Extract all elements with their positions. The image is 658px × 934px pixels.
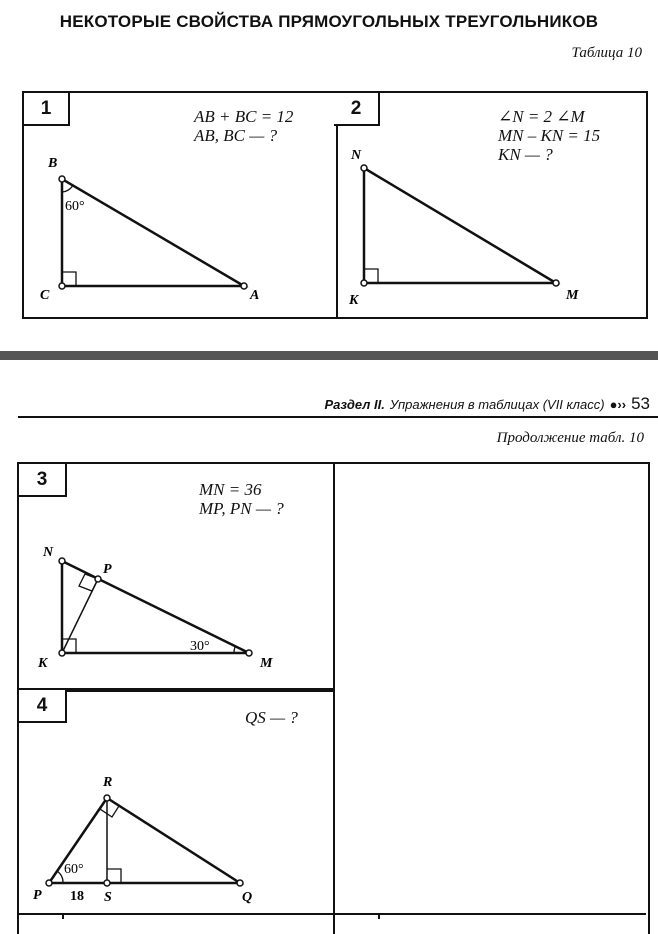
angle-arc (62, 185, 73, 192)
point-label: B (48, 156, 58, 171)
angle-arc (57, 871, 63, 883)
running-head (325, 394, 651, 414)
triangle-figure (19, 690, 335, 934)
point-label: Q (242, 890, 253, 905)
triangle-abc (62, 179, 244, 286)
point-marker (59, 176, 65, 182)
condition-line: KN — ? (498, 145, 553, 164)
table-row-fragment (62, 913, 64, 919)
point-marker (95, 576, 101, 582)
point-label: R (103, 775, 113, 790)
condition-line: AB + BC = 12 (194, 107, 294, 126)
point-label: A (250, 288, 260, 303)
triangle-nkm (62, 561, 249, 653)
condition-line: MN = 36 (199, 480, 262, 499)
point-label: N (43, 545, 54, 560)
angle-label: 60° (64, 862, 84, 877)
table-caption: Таблица 10 (571, 45, 642, 61)
segment-label: 18 (70, 889, 84, 904)
point-marker (104, 795, 110, 801)
page-title: НЕКОТОРЫЕ СВОЙСТВА ПРЯМОУГОЛЬНЫХ ТРЕУГОЛЬНИКОВ (59, 12, 599, 31)
point-label: P (33, 888, 42, 903)
table-row-fragment (378, 913, 380, 919)
point-label: K (349, 293, 359, 308)
condition-line: AB, BC — ? (194, 126, 278, 145)
section-title: Упражнения в таблицах (VII класс) (389, 397, 605, 412)
point-label: S (104, 890, 112, 905)
problem-number: 3 (19, 464, 67, 497)
triangle-figure (24, 93, 336, 317)
table-frame-right (333, 462, 650, 934)
header-rule (18, 416, 658, 418)
point-marker (361, 280, 367, 286)
problem-2-cell (334, 91, 648, 319)
point-marker (46, 880, 52, 886)
point-label: M (566, 288, 579, 303)
page-number: 53 (631, 394, 650, 413)
point-marker (237, 880, 243, 886)
condition-line: ∠N = 2 ∠M (498, 107, 585, 126)
triangle-figure (334, 93, 646, 317)
condition-line: MP, PN — ? (199, 499, 284, 518)
section-label: Раздел II. (324, 397, 385, 412)
point-label: K (38, 656, 48, 671)
problem-1-cell (22, 91, 338, 319)
continuation-caption: Продолжение табл. 10 (496, 430, 644, 446)
angle-label: 60° (65, 199, 85, 214)
point-marker (361, 165, 367, 171)
point-label: P (103, 562, 112, 577)
table-row-fragment (17, 913, 646, 915)
point-marker (59, 650, 65, 656)
condition-line: QS — ? (245, 708, 298, 727)
point-marker (241, 283, 247, 289)
triangle-nkm (364, 168, 556, 283)
point-label: M (260, 656, 273, 671)
point-marker (246, 650, 252, 656)
problem-number: 2 (334, 93, 380, 126)
page-marker: ●›› (609, 397, 627, 412)
problem-3-cell (17, 462, 335, 692)
point-marker (59, 283, 65, 289)
triangle-figure (19, 464, 335, 690)
angle-label: 30° (190, 639, 210, 654)
problem-number: 4 (19, 690, 67, 723)
point-marker (553, 280, 559, 286)
problem-number: 1 (24, 93, 70, 126)
point-marker (104, 880, 110, 886)
point-label: C (40, 288, 50, 303)
page-divider (0, 351, 658, 360)
problem-4-cell (17, 688, 335, 934)
condition-line: MN – KN = 15 (498, 126, 601, 145)
point-marker (59, 558, 65, 564)
point-label: N (351, 148, 362, 163)
